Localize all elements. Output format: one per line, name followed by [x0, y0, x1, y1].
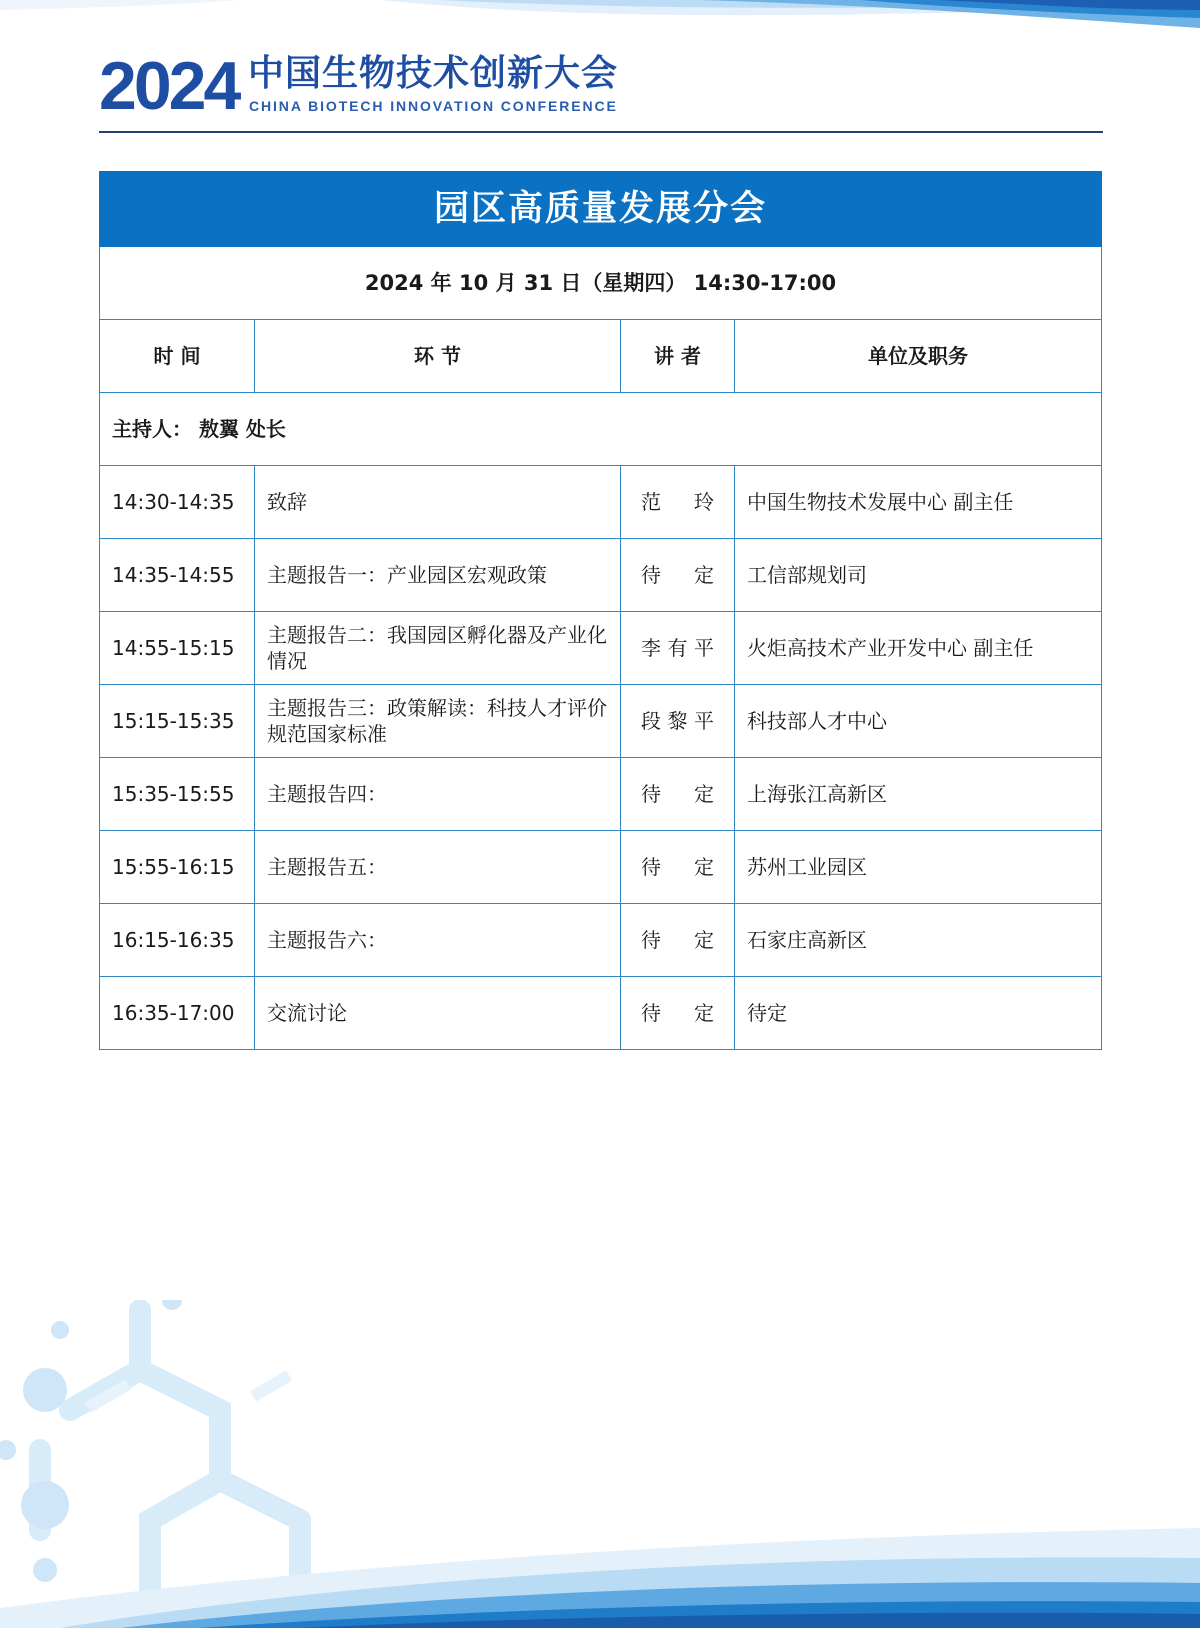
speaker-cell — [621, 539, 735, 612]
session-cell: 主题报告四： — [255, 758, 621, 831]
org-cell: 石家庄高新区 — [735, 904, 1102, 977]
agenda-table — [99, 171, 1102, 1050]
table-row — [100, 904, 1102, 977]
header-divider — [99, 131, 1103, 133]
time-cell: 14:35-14:55 — [100, 539, 255, 612]
date-row — [100, 247, 1102, 320]
org-cell: 上海张江高新区 — [735, 758, 1102, 831]
session-cell: 主题报告五： — [255, 831, 621, 904]
session-cell: 主题报告六： — [255, 904, 621, 977]
column-header-org: 单位及职务 — [735, 320, 1102, 393]
host-info: 主持人： 敖翼 处长 — [100, 393, 1102, 466]
logo-year: 2024 — [99, 48, 239, 124]
time-cell: 14:30-14:35 — [100, 466, 255, 539]
time-cell: 16:35-17:00 — [100, 977, 255, 1050]
table-row — [100, 612, 1102, 685]
conference-header — [99, 48, 1103, 128]
speaker-cell — [621, 831, 735, 904]
title-row — [100, 172, 1102, 247]
org-cell: 中国生物技术发展中心 副主任 — [735, 466, 1102, 539]
time-cell: 15:35-15:55 — [100, 758, 255, 831]
table-row — [100, 977, 1102, 1050]
column-header-row — [100, 320, 1102, 393]
session-cell: 交流讨论 — [255, 977, 621, 1050]
molecule-decoration — [0, 1300, 430, 1630]
speaker-name: 待 定 — [641, 563, 714, 587]
org-cell: 待定 — [735, 977, 1102, 1050]
session-date: 2024 年 10 月 31 日（星期四） 14:30-17:00 — [100, 247, 1102, 320]
time-cell: 15:15-15:35 — [100, 685, 255, 758]
table-row — [100, 758, 1102, 831]
host-row — [100, 393, 1102, 466]
bottom-wave-decoration — [0, 1498, 1200, 1628]
session-cell: 主题报告一：产业园区宏观政策 — [255, 539, 621, 612]
speaker-cell — [621, 904, 735, 977]
time-cell: 15:55-16:15 — [100, 831, 255, 904]
speaker-cell — [621, 758, 735, 831]
column-header-session: 环 节 — [255, 320, 621, 393]
org-cell: 苏州工业园区 — [735, 831, 1102, 904]
table-row — [100, 466, 1102, 539]
speaker-cell — [621, 685, 735, 758]
speaker-cell — [621, 612, 735, 685]
table-row — [100, 539, 1102, 612]
session-title: 园区高质量发展分会 — [100, 172, 1102, 247]
time-cell: 16:15-16:35 — [100, 904, 255, 977]
top-wave-decoration — [0, 0, 1200, 40]
session-cell: 致辞 — [255, 466, 621, 539]
speaker-name: 待 定 — [641, 1001, 714, 1025]
table-row — [100, 831, 1102, 904]
speaker-name: 待 定 — [641, 928, 714, 952]
org-cell: 科技部人才中心 — [735, 685, 1102, 758]
speaker-cell — [621, 466, 735, 539]
speaker-cell — [621, 977, 735, 1050]
logo-title-cn: 中国生物技术创新大会 — [248, 53, 619, 94]
org-cell: 火炬高技术产业开发中心 副主任 — [735, 612, 1102, 685]
time-cell: 14:55-15:15 — [100, 612, 255, 685]
session-cell: 主题报告二：我国园区孵化器及产业化情况 — [255, 612, 621, 685]
org-cell: 工信部规划司 — [735, 539, 1102, 612]
logo-title-en: CHINA BIOTECH INNOVATION CONFERENCE — [249, 98, 618, 114]
speaker-name: 李有平 — [641, 636, 714, 660]
table-row — [100, 685, 1102, 758]
speaker-name: 段黎平 — [641, 709, 714, 733]
column-header-time: 时 间 — [100, 320, 255, 393]
speaker-name: 范 玲 — [641, 490, 714, 514]
speaker-name: 待 定 — [641, 782, 714, 806]
column-header-speaker: 讲 者 — [621, 320, 735, 393]
session-cell: 主题报告三：政策解读：科技人才评价规范国家标准 — [255, 685, 621, 758]
speaker-name: 待 定 — [641, 855, 714, 879]
